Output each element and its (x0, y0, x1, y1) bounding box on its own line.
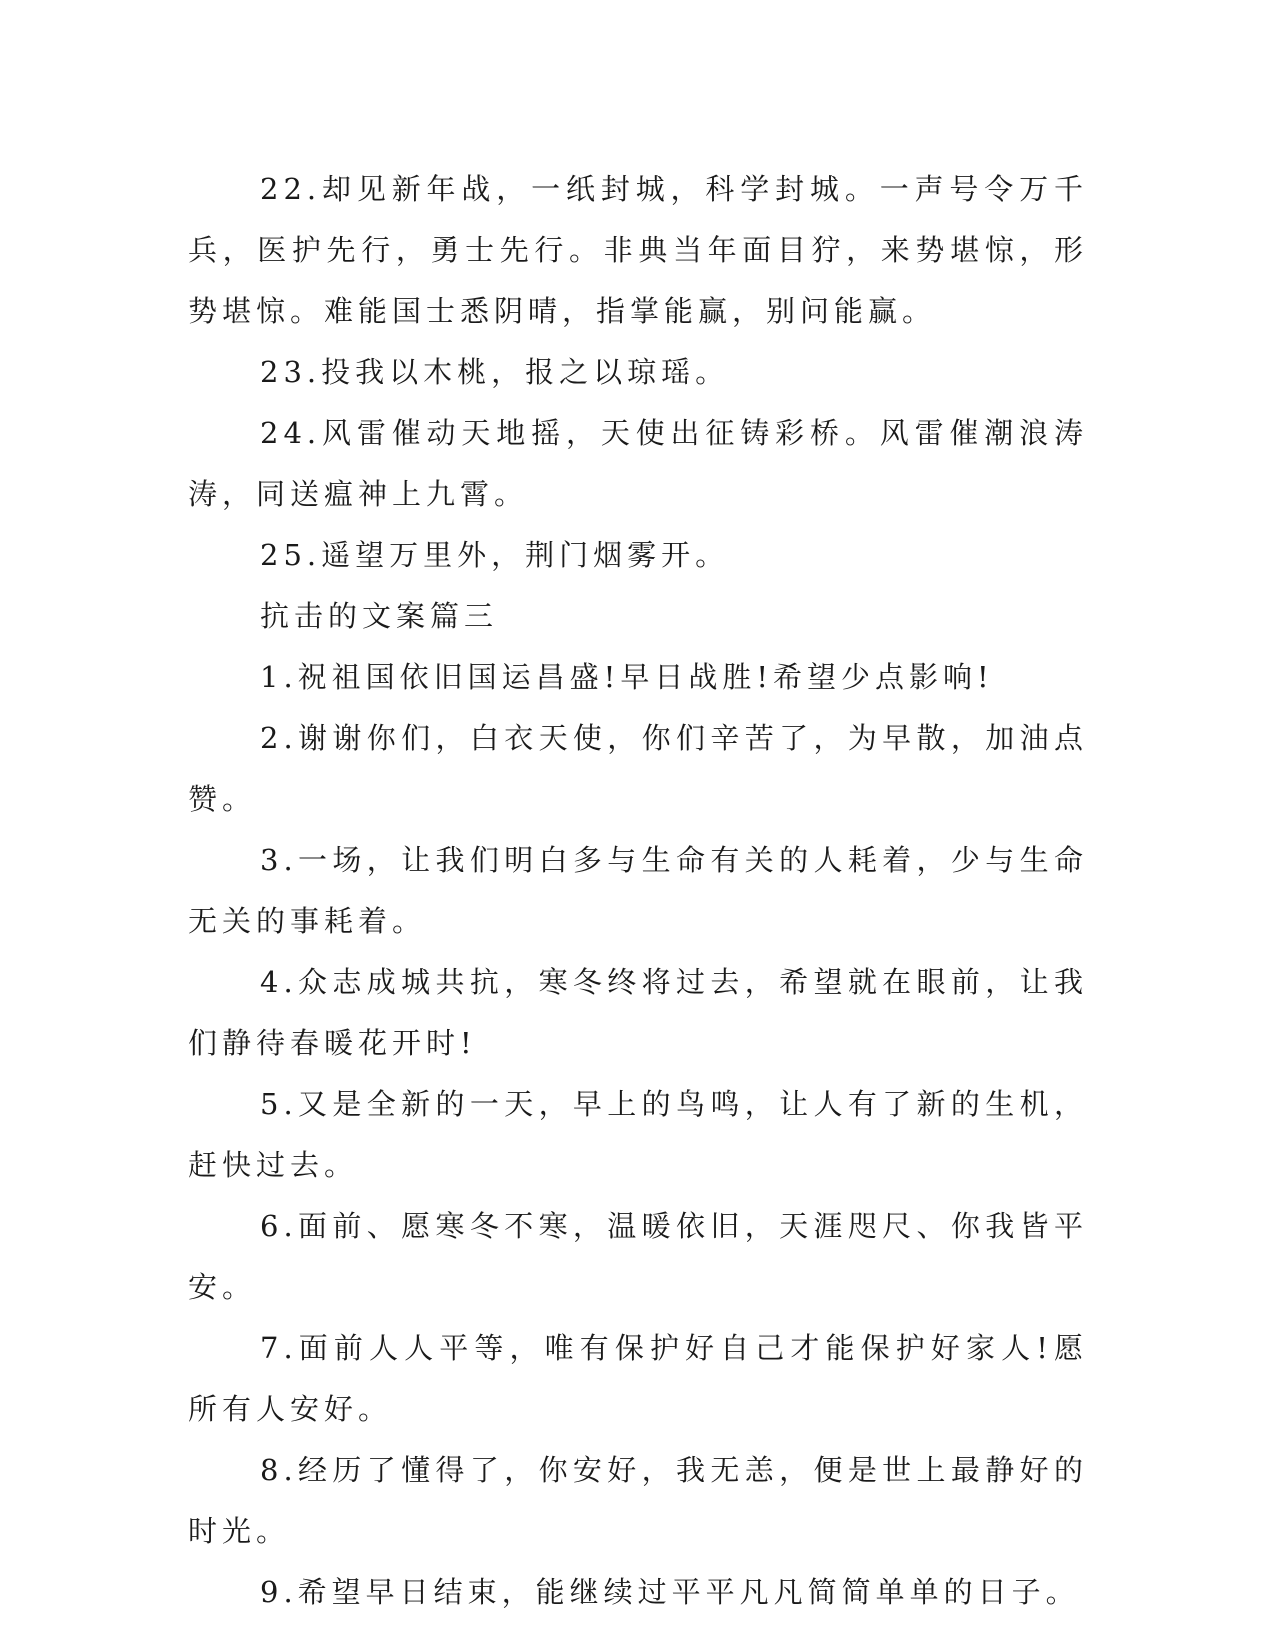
list-item-1: 1.祝祖国依旧国运昌盛!早日战胜!希望少点影响! (260, 660, 994, 694)
list-item-5: 5.又是全新的一天，早上的鸟鸣，让人有了新的生机，赶快过去。 (188, 1087, 1088, 1182)
paragraph-22: 22.却见新年战，一纸封城，科学封城。一声号令万千兵，医护先行，勇士先行。非典当年面目狞，来势堪惊，形势堪惊。难能国士悉阴晴，指掌能赢，别问能赢。 (188, 172, 1088, 328)
section-heading: 抗击的文案篇三 (260, 599, 499, 633)
list-item-9: 9.希望早日结束，能继续过平平凡凡简简单单的日子。 (260, 1575, 1080, 1609)
list-item-3: 3.一场，让我们明白多与生命有关的人耗着，少与生命无关的事耗着。 (188, 843, 1088, 938)
paragraph-23: 23.投我以木桃，报之以琼瑶。 (260, 355, 730, 389)
list-item-8: 8.经历了懂得了，你安好，我无恙，便是世上最静好的时光。 (188, 1453, 1088, 1548)
list-item-7: 7.面前人人平等，唯有保护好自己才能保护好家人!愿所有人安好。 (188, 1331, 1088, 1426)
list-item-4: 4.众志成城共抗，寒冬终将过去，希望就在眼前，让我们静待春暖花开时! (188, 965, 1088, 1060)
list-item-6: 6.面前、愿寒冬不寒，温暖依旧，天涯咫尺、你我皆平安。 (188, 1209, 1088, 1304)
document-body (188, 159, 1088, 1623)
list-item-2: 2.谢谢你们，白衣天使，你们辛苦了，为早散，加油点赞。 (188, 721, 1088, 816)
paragraph-24: 24.风雷催动天地摇，天使出征铸彩桥。风雷催潮浪涛涛，同送瘟神上九霄。 (188, 416, 1088, 511)
paragraph-25: 25.遥望万里外，荆门烟雾开。 (260, 538, 730, 572)
